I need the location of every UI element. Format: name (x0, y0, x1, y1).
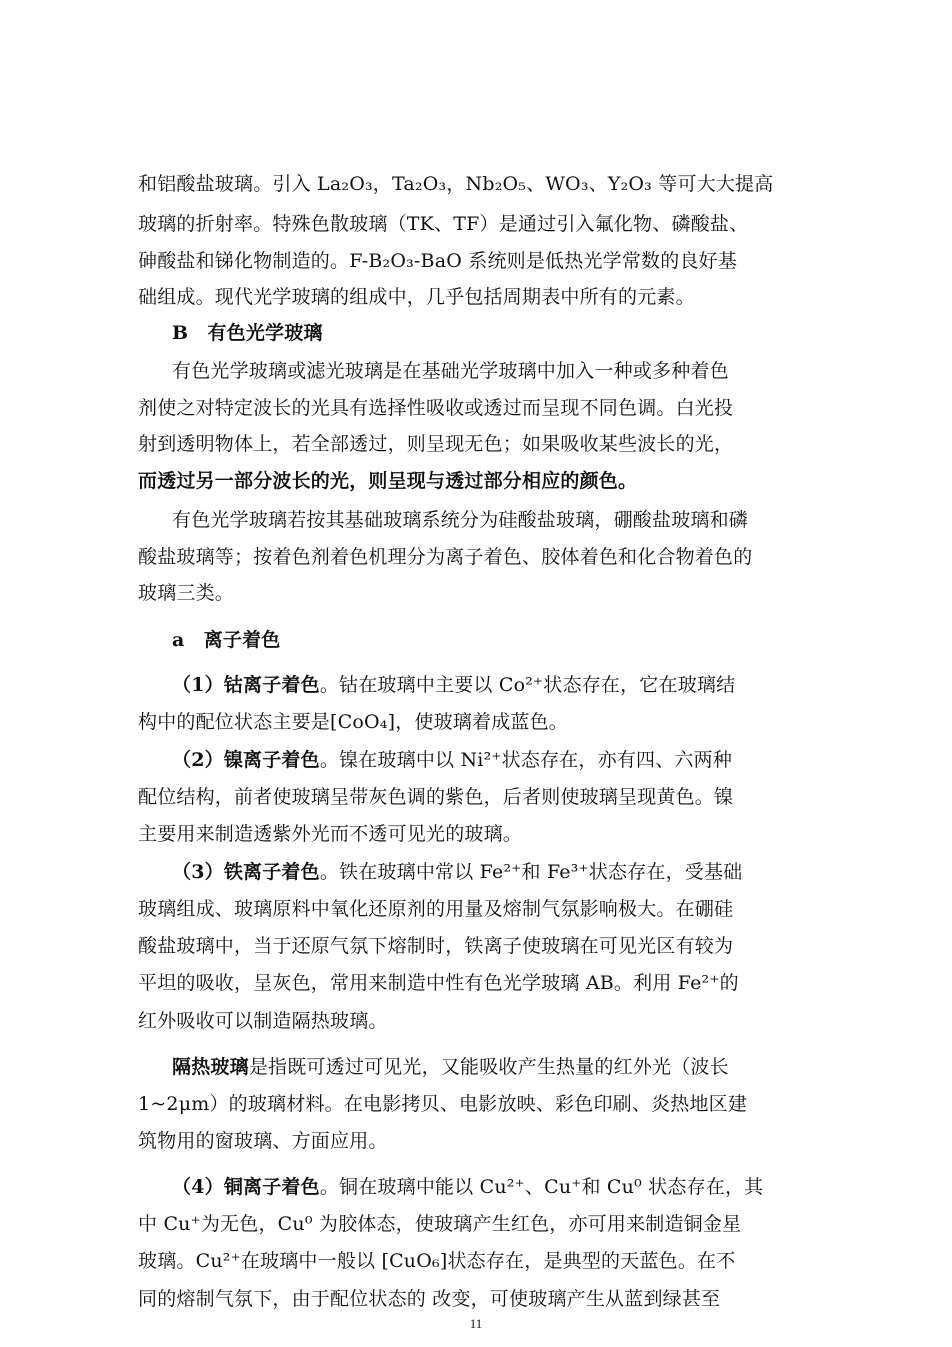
cobalt-title: （1）钴离子着色 (172, 674, 320, 696)
nickel-text: 。镍在玻璃中以 Ni²⁺状态存在，亦有四、六两种 (319, 749, 733, 771)
paragraph-line: 酸盐玻璃中，当于还原气氛下熔制时，铁离子使玻璃在可见光区有较为 (138, 935, 734, 957)
paragraph-line: 有色光学玻璃或滤光玻璃是在基础光学玻璃中加入一种或多种着色 (172, 360, 729, 382)
copper-paragraph-line (172, 1175, 764, 1199)
cobalt-text: 。钴在玻璃中主要以 Co²⁺状态存在，它在玻璃结 (319, 674, 736, 696)
paragraph-line: 而透过另一部分波长的光，则呈现与透过部分相应的颜色。 (138, 470, 638, 492)
paragraph-line: 红外吸收可以制造隔热玻璃。 (138, 1010, 388, 1032)
paragraph-line: 玻璃三类。 (138, 582, 235, 604)
paragraph-line: 射到透明物体上，若全部透过，则呈现无色；如果吸收某些波长的光， (138, 433, 734, 455)
paragraph-line: 玻璃组成、玻璃原料中氧化还原剂的用量及熔制气氛影响极大。在硼硅 (138, 898, 734, 920)
nickel-title: （2）镍离子着色 (172, 749, 320, 771)
paragraph-line: 剂使之对特定波长的光具有选择性吸收或透过而呈现不同色调。白光投 (138, 397, 734, 419)
paragraph-line: 同的熔制气氛下，由于配位状态的 改变，可使玻璃产生从蓝到绿甚至 (138, 1288, 721, 1310)
nickel-paragraph-line (172, 748, 733, 772)
copper-text: 。铜在玻璃中能以 Cu²⁺、Cu⁺和 Cu⁰ 状态存在，其 (319, 1176, 764, 1198)
paragraph-line: 和铝酸盐玻璃。引入 La₂O₃，Ta₂O₃，Nb₂O₅、WO₃、Y₂O₃ 等可大大提高 (138, 173, 774, 195)
paragraph-line: 中 Cu⁺为无色，Cu⁰ 为胶体态，使玻璃产生红色，亦可用来制造铜金星 (138, 1213, 742, 1235)
paragraph-line: 础组成。现代光学玻璃的组成中，几乎包括周期表中所有的元素。 (138, 286, 695, 308)
paragraph-line: 玻璃的折射率。特殊色散玻璃（TK、TF）是通过引入氟化物、磷酸盐、 (138, 213, 749, 235)
cobalt-paragraph-line (172, 673, 736, 697)
page-number: 11 (469, 1316, 483, 1331)
copper-title: （4）铜离子着色 (172, 1176, 320, 1198)
paragraph-line: 1~2μm）的玻璃材料。在电影拷贝、电影放映、彩色印刷、炎热地区建 (138, 1093, 748, 1115)
paragraph-line: 砷酸盐和锑化物制造的。F-B₂O₃-BaO 系统则是低热光学常数的良好基 (138, 250, 738, 272)
iron-title: （3）铁离子着色 (172, 861, 320, 883)
paragraph-line: 配位结构，前者使玻璃呈带灰色调的紫色，后者则使玻璃呈现黄色。镍 (138, 786, 734, 808)
heat-glass-paragraph-line (172, 1055, 728, 1079)
iron-paragraph-line (172, 860, 743, 884)
section-heading: B 有色光学玻璃 (172, 322, 323, 344)
heat-glass-text: 是指既可透过可见光，又能吸收产生热量的红外光（波长 (248, 1056, 729, 1078)
paragraph-line: 酸盐玻璃等；按着色剂着色机理分为离子着色、胶体着色和化合物着色的 (138, 546, 753, 568)
paragraph-line: 有色光学玻璃若按其基础玻璃系统分为硅酸盐玻璃，硼酸盐玻璃和磷 (172, 509, 749, 531)
paragraph-line: 主要用来制造透紫外光而不透可见光的玻璃。 (138, 823, 523, 845)
paragraph-line: 构中的配位状态主要是[CoO₄]，使玻璃着成蓝色。 (138, 711, 568, 733)
heat-glass-title: 隔热玻璃 (172, 1056, 249, 1078)
paragraph-line: 平坦的吸收，呈灰色，常用来制造中性有色光学玻璃 AB。利用 Fe²⁺的 (138, 972, 739, 994)
iron-text: 。铁在玻璃中常以 Fe²⁺和 Fe³⁺状态存在，受基础 (319, 861, 743, 883)
paragraph-line: 筑物用的窗玻璃、方面应用。 (138, 1130, 388, 1152)
subsection-heading: a 离子着色 (172, 629, 281, 651)
paragraph-line: 玻璃。Cu²⁺在玻璃中一般以 [CuO₆]状态存在，是典型的天蓝色。在不 (138, 1250, 736, 1272)
